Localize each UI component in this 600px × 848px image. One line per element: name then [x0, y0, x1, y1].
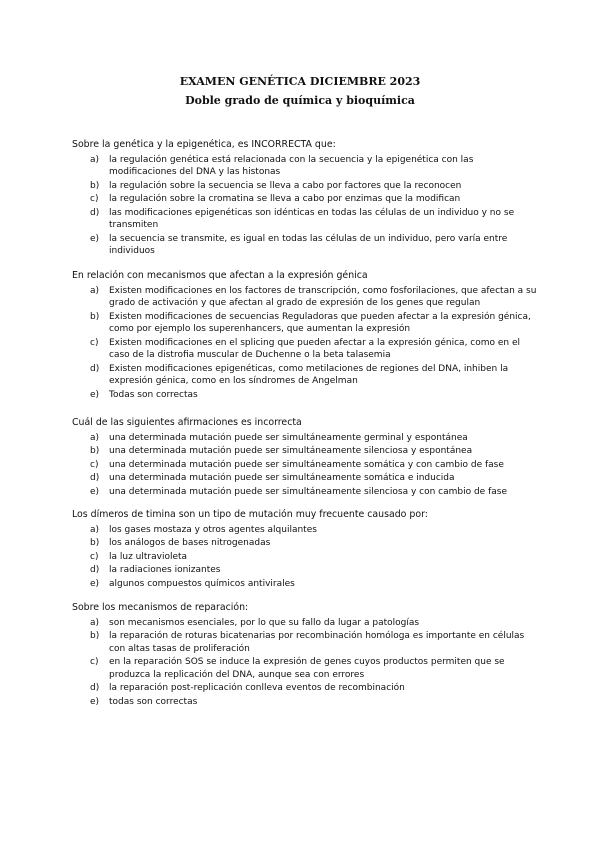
option-3c: [72, 459, 542, 472]
option-letter: a): [90, 617, 100, 628]
option-letter: c): [90, 459, 99, 470]
option-5c: [72, 656, 542, 681]
option-4e: [72, 578, 542, 591]
option-text: una determinada mutación puede ser simultáneamente somática y con cambio de fase: [109, 459, 504, 470]
option-4d: [72, 564, 542, 577]
option-text: la radiaciones ionizantes: [109, 565, 221, 575]
option-text: una determinada mutación puede ser simultáneamente somática e inducida: [109, 473, 455, 483]
option-letter: d): [90, 565, 100, 575]
option-4b: [72, 537, 542, 550]
option-5e: [72, 696, 542, 709]
question-5-options: [72, 617, 542, 709]
question-3-text: Cuál de las siguientes afirmaciones es incorrecta: [72, 417, 302, 428]
option-letter: d): [90, 363, 100, 374]
option-5b: [72, 630, 542, 655]
option-text: la reparación de roturas bicatenarias por recombinación homóloga es importante en células con altas tasas de proliferación: [109, 631, 525, 654]
option-text: la regulación sobre la secuencia se lleva a cabo por factores que la reconocen: [109, 180, 462, 191]
option-text: la regulación sobre la cromatina se lleva a cabo por enzimas que la modifican: [109, 194, 461, 204]
option-5a: [72, 617, 542, 630]
option-text: Todas son correctas: [109, 389, 198, 400]
option-letter: a): [90, 154, 100, 165]
option-1b: [72, 180, 542, 193]
option-text: todas son correctas: [109, 696, 198, 707]
option-3b: [72, 445, 542, 458]
question-1-text: Sobre la genética y la epigenética, es INCORRECTA que:: [72, 139, 336, 150]
option-letter: e): [90, 578, 100, 589]
option-text: algunos compuestos químicos antivirales: [109, 578, 295, 589]
option-2c: [72, 337, 542, 362]
option-1d: [72, 207, 542, 232]
option-letter: e): [90, 696, 100, 707]
option-letter: d): [90, 207, 100, 218]
option-text: Existen modificaciones de secuencias Reguladoras que pueden afectar a la expresión génica, como por ejemplo los superenhancers, que aumentan la expresión: [109, 311, 531, 334]
option-text: son mecanismos esenciales, por lo que su fallo da lugar a patologías: [109, 617, 420, 628]
option-text: los gases mostaza y otros agentes alquilantes: [109, 524, 317, 535]
option-text: Existen modificaciones epigenéticas, como metilaciones de regiones del DNA, inhiben la expresión génica, como en los síndromes de Angelman: [109, 363, 509, 386]
option-letter: a): [90, 432, 100, 443]
option-3e: [72, 486, 542, 499]
option-text: las modificaciones epigenéticas son idénticas en todas las células de un individuo y no se transmiten: [109, 207, 515, 230]
option-text: la secuencia se transmite, es igual en todas las células de un individuo, pero varía entre individuos: [109, 233, 508, 256]
option-text: una determinada mutación puede ser simultáneamente germinal y espontánea: [109, 432, 468, 443]
option-3a: [72, 432, 542, 445]
option-text: los análogos de bases nitrogenadas: [109, 538, 271, 548]
option-text: en la reparación SOS se induce la expresión de genes cuyos productos permiten que se produzca la replicación del DNA, aunque sea con errores: [109, 657, 505, 680]
option-1c: [72, 193, 542, 206]
exam-title: EXAMEN GENÉTICA DICIEMBRE 2023: [179, 75, 421, 88]
option-text: la luz ultravioleta: [109, 551, 188, 562]
option-text: Existen modificaciones en el splicing que pueden afectar a la expresión génica, como en el caso de la distrofia muscular de Duchenne o la beta talasemia: [109, 337, 521, 360]
option-text: una determinada mutación puede ser simultáneamente silenciosa y con cambio de fase: [109, 486, 507, 497]
option-letter: a): [90, 285, 100, 296]
option-2a: [72, 285, 542, 310]
option-letter: d): [90, 683, 100, 693]
question-1-options: [72, 154, 542, 258]
option-letter: e): [90, 233, 100, 244]
option-letter: b): [90, 631, 100, 641]
option-2b: [72, 311, 542, 336]
option-letter: c): [90, 657, 99, 667]
option-letter: c): [90, 194, 99, 204]
option-letter: c): [90, 337, 99, 348]
option-4c: [72, 551, 542, 564]
question-5: [72, 602, 542, 709]
option-letter: b): [90, 180, 100, 191]
question-2-text: En relación con mecanismos que afectan a la expresión génica: [72, 270, 368, 281]
option-letter: d): [90, 473, 100, 483]
option-5d: [72, 682, 542, 695]
question-4-options: [72, 524, 542, 591]
question-4-text: Los dímeros de timina son un tipo de mutación muy frecuente causado por:: [72, 509, 428, 520]
exam-subtitle: Doble grado de química y bioquímica: [185, 94, 415, 107]
option-3d: [72, 472, 542, 485]
question-2: [72, 270, 542, 402]
option-1e: [72, 233, 542, 258]
option-letter: b): [90, 538, 100, 548]
option-1a: [72, 154, 542, 179]
option-letter: a): [90, 524, 100, 535]
option-2d: [72, 363, 542, 388]
question-2-options: [72, 285, 542, 402]
option-letter: e): [90, 389, 100, 400]
option-letter: b): [90, 311, 100, 322]
option-letter: c): [90, 551, 99, 562]
option-text: la reparación post-replicación conlleva eventos de recombinación: [109, 683, 405, 693]
question-5-text: Sobre los mecanismos de reparación:: [72, 602, 249, 613]
option-text: la regulación genética está relacionada con la secuencia y la epigenética con las modificaciones del DNA y las histonas: [109, 154, 474, 177]
option-text: una determinada mutación puede ser simultáneamente silenciosa y espontánea: [109, 446, 473, 456]
question-1: [72, 139, 542, 259]
option-letter: e): [90, 486, 100, 497]
question-4: [72, 509, 542, 591]
option-text: Existen modificaciones en los factores de transcripción, como fosforilaciones, que afectan a su grado de activación y que afectan al grado de expresión de los genes que regulan: [109, 285, 537, 308]
option-letter: b): [90, 446, 100, 456]
question-3: [72, 417, 542, 499]
question-3-options: [72, 432, 542, 499]
option-4a: [72, 524, 542, 537]
option-2e: [72, 389, 542, 402]
